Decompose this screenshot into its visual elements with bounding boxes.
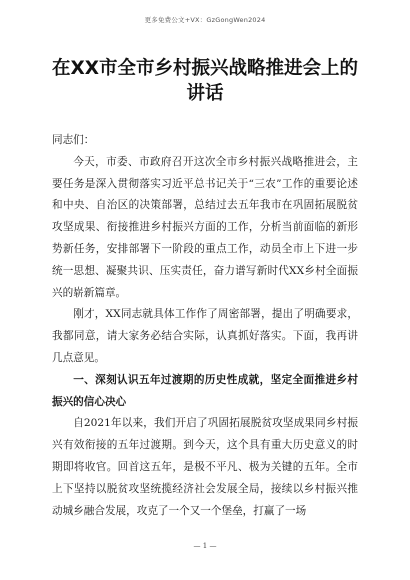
paragraph-section-1: 自2021年以来，我们开启了巩固拓展脱贫攻坚成果同乡村振兴有效衔接的五年过渡期。到今天，这个具有重大历史意义的时期即将收官。回首这五年，是极不平凡、极为关键的五年。全市上下坚持以脱贫攻坚统揽经济社会发展全局，接续以乡村振兴推动城乡融合发展，攻克了一个又一个堡垒，打赢了一场 (52, 417, 358, 517)
section-heading-1: 一、深刻认识五年过渡期的历史性成就，坚定全面推进乡村振兴的信心决心 (52, 373, 358, 408)
page-number: — 1 — (193, 542, 217, 550)
paragraph-transition: 刚才，XX同志就具体工作作了周密部署，提出了明确要求，我都同意，请大家务必结合实际，认真抓好落实。下面，我再讲几点意见。 (52, 308, 358, 364)
header-note: 更多免费公文+VX：GzGongWen2024 (144, 16, 266, 24)
paragraph-opening: 今天，市委、市政府召开这次全市乡村振兴战略推进会，主要任务是深入贯彻落实习近平总书记关于“三农”工作的重要论述和中央、自治区的决策部署，总结过去五年我市在巩固拓展脱贫攻坚成果、衔接推进乡村振兴方面的工作，分析当前面临的新形势新任务，安排部署下一阶段的重点工作，动员全市上下进一步统一思想、凝聚共识、压实责任，奋力谱写新时代XX乡村全面振兴的崭新篇章。 (52, 155, 358, 299)
salutation: 同志们： (52, 134, 95, 146)
document-title: 在XX市全市乡村振兴战略推进会上的讲话 (51, 58, 359, 104)
document-body (52, 130, 358, 522)
